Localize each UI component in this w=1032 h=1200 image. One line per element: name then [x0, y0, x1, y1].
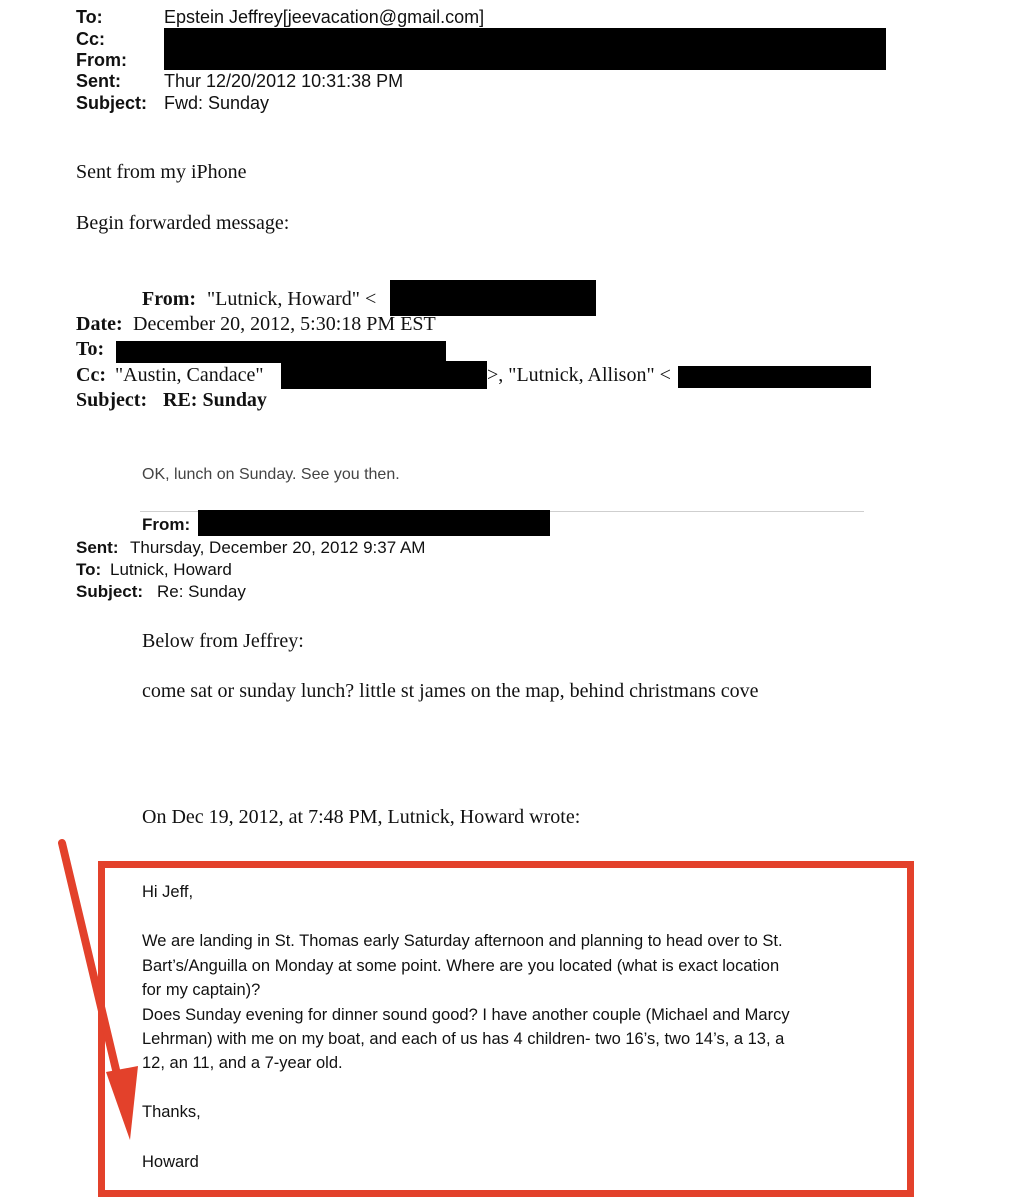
reply-text: OK, lunch on Sunday. See you then.: [142, 466, 400, 483]
inner-sent-value: Thursday, December 20, 2012 9:37 AM: [130, 538, 426, 557]
subject-value: Fwd: Sunday: [164, 93, 270, 113]
signature: Howard: [142, 1153, 199, 1171]
sent-label: Sent:: [76, 71, 121, 91]
fwd-subject-value: RE: Sunday: [163, 389, 267, 411]
message-line: We are landing in St. Thomas early Saturday afternoon and planning to head over to St.: [142, 932, 783, 950]
cc-label: Cc:: [76, 29, 106, 49]
thanks: Thanks,: [142, 1103, 201, 1121]
fwd-cc-value-1: "Austin, Candace": [115, 364, 264, 386]
fwd-cc-label: Cc:: [76, 364, 106, 386]
message-line: Lehrman) with me on my boat, and each of us has 4 children- two 16’s, two 14’s, a 13, a: [142, 1030, 785, 1048]
inner-to-label: To:: [76, 560, 102, 579]
fwd-from-label: From:: [142, 288, 197, 310]
inner-subject-label: Subject:: [76, 582, 144, 601]
sent-from-iphone: Sent from my iPhone: [76, 161, 247, 183]
inner-subject-value: Re: Sunday: [157, 582, 246, 601]
fwd-to-label: To:: [76, 338, 105, 360]
inner-sent-label: Sent:: [76, 538, 119, 557]
quote-intro: On Dec 19, 2012, at 7:48 PM, Lutnick, Howard wrote:: [142, 806, 581, 828]
begin-forwarded: Begin forwarded message:: [76, 212, 290, 234]
fwd-date-value: December 20, 2012, 5:30:18 PM EST: [133, 313, 436, 335]
fwd-subject-label: Subject:: [76, 389, 148, 411]
invite-text: come sat or sunday lunch? little st james on the map, behind christmans cove: [142, 680, 759, 702]
subject-label: Subject:: [76, 93, 148, 113]
message-line: for my captain)?: [142, 981, 261, 999]
greeting: Hi Jeff,: [142, 883, 194, 901]
to-value: Epstein Jeffrey[jeevacation@gmail.com]: [164, 7, 485, 27]
message-line: Does Sunday evening for dinner sound good? I have another couple (Michael and Marcy: [142, 1006, 790, 1024]
inner-to-value: Lutnick, Howard: [110, 560, 232, 579]
inner-from-label: From:: [142, 515, 191, 534]
message-line: Bart’s/Anguilla on Monday at some point. Where are you located (what is exact location: [142, 957, 780, 975]
to-label: To:: [76, 7, 103, 27]
from-label: From:: [76, 50, 127, 70]
fwd-from-value: "Lutnick, Howard" <: [207, 288, 377, 310]
fwd-cc-value-2: >, "Lutnick, Allison" <: [487, 364, 671, 386]
message-line: 12, an 11, and a 7-year old.: [142, 1054, 343, 1072]
below-from-jeffrey: Below from Jeffrey:: [142, 630, 304, 652]
fwd-date-label: Date:: [76, 313, 123, 335]
sent-value: Thur 12/20/2012 10:31:38 PM: [164, 71, 404, 91]
